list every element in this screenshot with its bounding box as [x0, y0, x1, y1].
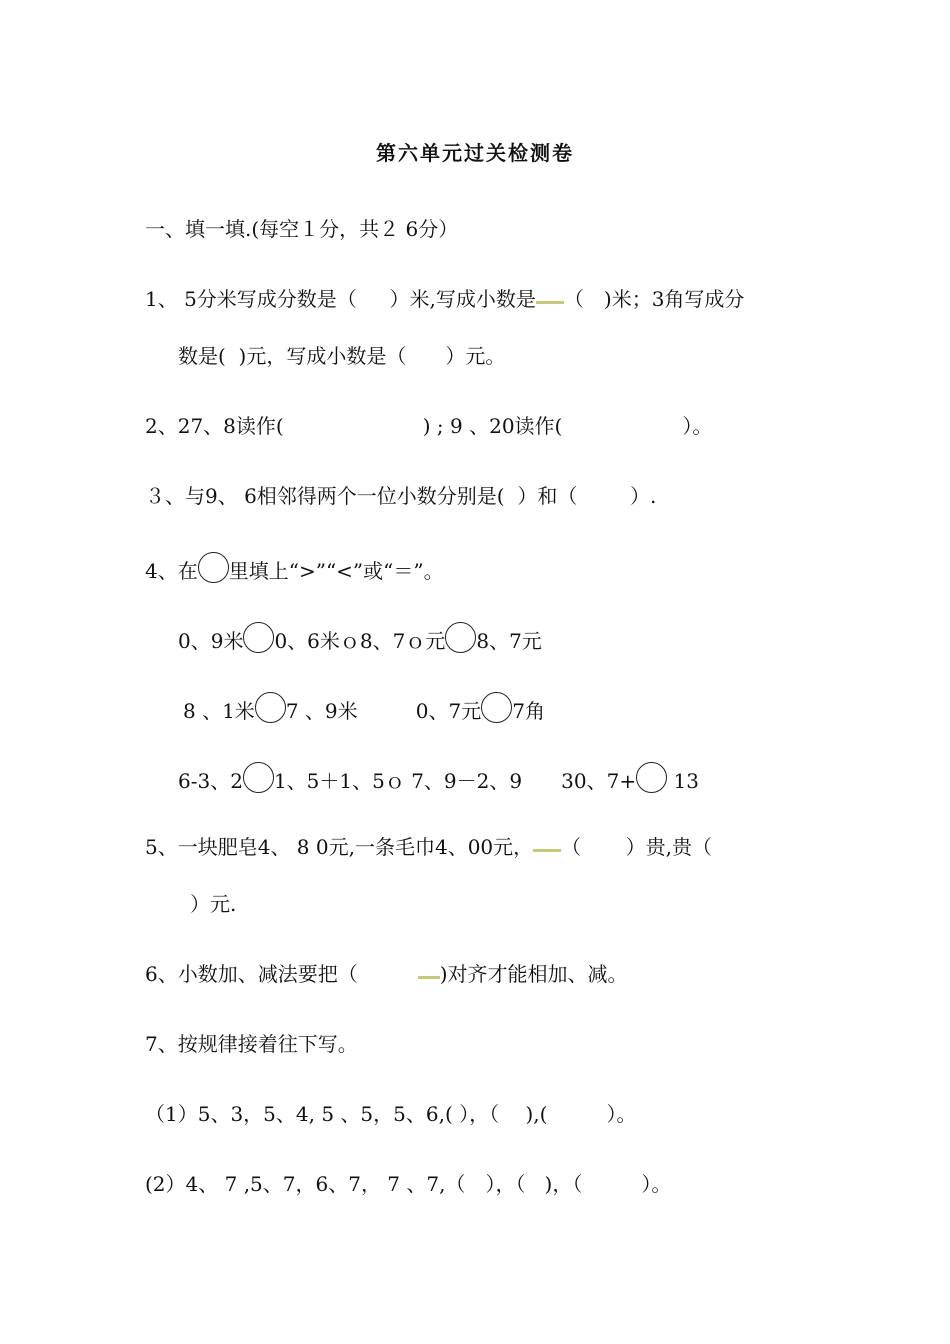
compare-circle[interactable] — [445, 622, 476, 653]
q6-text-a: 6、小数加、减法要把（ — [145, 962, 418, 986]
question-1-line-1 — [145, 285, 744, 313]
q5-text-a: 5、一块肥皂4、 8 0元,一条毛巾4、00元， — [145, 835, 534, 859]
r3-a: 6-3、2 — [178, 769, 243, 793]
compare-circle[interactable] — [243, 762, 274, 793]
r2-a: 8 、1米 — [183, 699, 255, 723]
question-5-line-2: ）元. — [190, 892, 237, 916]
question-7-part-1: （1）5、3，5、4, 5 、5，5、6,( ），（ ),( ）。 — [145, 1102, 637, 1126]
r1-c: 8、7元 — [476, 629, 542, 653]
question-4 — [145, 552, 444, 585]
r2-c: 7角 — [512, 699, 545, 723]
question-1-line-2: 数是( )元，写成小数是（ ）元。 — [178, 344, 506, 368]
section-heading: 一、填一填.(每空１分，共２ 6分） — [145, 217, 459, 241]
question-3: ３、与9、 6相邻得两个一位小数分别是( ）和（ ）. — [145, 484, 657, 508]
r3-c: 13 — [667, 769, 699, 793]
compare-row-1 — [178, 622, 542, 655]
answer-blank-mark — [533, 849, 561, 852]
r1-b: 0、6米ｏ8、7ｏ元 — [274, 629, 446, 653]
question-7: 7、按规律接着往下写。 — [145, 1032, 358, 1056]
r1-a: 0、9米 — [178, 629, 244, 653]
compare-row-2 — [183, 692, 545, 725]
page-title: 第六单元过关检测卷 — [376, 141, 574, 165]
q1-text-b: （ )米；3角写成分 — [563, 287, 745, 311]
q5-text-b: （ ）贵,贵（ — [561, 835, 713, 859]
compare-circle[interactable] — [481, 692, 512, 723]
answer-blank-mark — [418, 976, 440, 979]
q4-text-b: 里填上“>”“<”或“＝”。 — [228, 559, 444, 583]
r3-b: 1、5＋1、5ｏ 7、9－2、9 30、7+ — [273, 769, 637, 793]
answer-blank-mark — [536, 301, 564, 304]
r2-b: 7 、9米 0、7元 — [285, 699, 482, 723]
compare-circle[interactable] — [198, 552, 229, 583]
q6-text-b: )对齐才能相加、减。 — [439, 962, 628, 986]
q1-text-a: 1、 5分米写成分数是（ ）米,写成小数是 — [145, 287, 536, 311]
q4-text-a: 4、在 — [145, 559, 198, 583]
question-6 — [145, 960, 628, 988]
question-2: 2、27、8读作( ) ; 9 、20读作( ）。 — [145, 414, 713, 438]
compare-circle[interactable] — [255, 692, 286, 723]
compare-row-3 — [178, 762, 699, 795]
question-5-line-1 — [145, 833, 712, 861]
compare-circle[interactable] — [636, 762, 667, 793]
compare-circle[interactable] — [243, 622, 274, 653]
question-7-part-2: (2）4、 7 ,5、7，6、7， 7 、7,（ ），（ )，（ ）。 — [145, 1172, 672, 1196]
